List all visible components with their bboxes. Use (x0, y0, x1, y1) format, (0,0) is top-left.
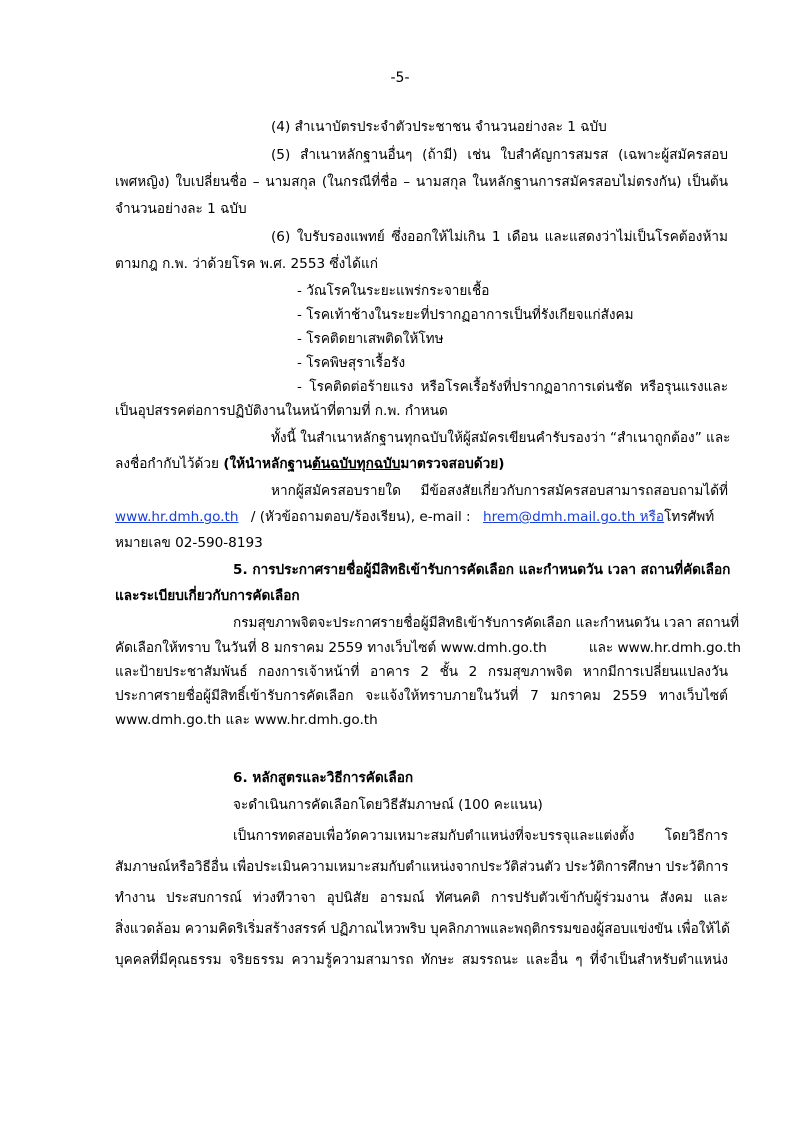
item-4-line: (4) สำเนาบัตรประจำตัวประชาชน จำนวนอย่างละ 1 ฉบับ (271, 119, 607, 135)
section-6-line: สัมภาษณ์หรือวิธีอื่น เพื่อประเมินความเหมาะสมกับตำแหน่งจากประวัติส่วนตัว ประวัติการศึกษา ประวัติการ (115, 859, 729, 875)
disease-continuation: เป็นอุปสรรคต่อการปฏิบัติงานในหน้าที่ตามที่ ก.พ. กำหนด (115, 403, 448, 419)
contact-line-2 (115, 507, 714, 527)
page-number: -5- (390, 70, 410, 86)
section-5-line-2a: คัดเลือกให้ทราบ ในวันที่ 8 มกราคม 2559 ทางเว็บไซต์ www.dmh.go.th (115, 640, 547, 656)
section-5-heading: 5. การประกาศรายชื่อผู้มีสิทธิเข้ารับการคัดเลือก และกำหนดวัน เวลา สถานที่คัดเลือก (233, 562, 731, 578)
note-line-2 (115, 454, 504, 474)
note-line-1: ทั้งนี้ ในสำเนาหลักฐานทุกฉบับให้ผู้สมัครเขียนคำรับรองว่า “สำเนาถูกต้อง” และ (271, 430, 731, 446)
item-5-line-1: (5) สำเนาหลักฐานอื่นๆ (ถ้ามี) เช่น ใบสำคัญการสมรส (เฉพาะผู้สมัครสอบ (271, 147, 728, 163)
section-6-line: ทำงาน ประสบการณ์ ท่วงทีวาจา อุปนิสัย อารมณ์ ทัศนคติ การปรับตัวเข้ากับผู้ร่วมงาน สังคม และ (115, 890, 728, 906)
disease-item: - วัณโรคในระยะแพร่กระจายเชื้อ (297, 283, 490, 299)
section-5-line-1: กรมสุขภาพจิตจะประกาศรายชื่อผู้มีสิทธิเข้ารับการคัดเลือก และกำหนดวัน เวลา สถานที่ (233, 615, 740, 631)
phone-label: โทรศัพท์ (664, 509, 715, 525)
section-5-line-4: ประกาศรายชื่อผู้มีสิทธิ์เข้ารับการคัดเลือก จะแจ้งให้ทราบภายในวันที่ 7 มกราคม 2559 ทางเว็บไซต์ (115, 688, 728, 704)
disease-item: - โรคพิษสุราเรื้อรัง (297, 355, 406, 371)
section-6-line: เป็นการทดสอบเพื่อวัดความเหมาะสมกับตำแหน่งที่จะบรรจุและแต่งตั้ง โดยวิธีการ (233, 828, 728, 844)
email-link[interactable]: hrem@dmh.mail.go.th หรือ (482, 509, 665, 525)
section-6-line: บุคคลที่มีคุณธรรม จริยธรรม ความรู้ความสามารถ ทักษะ สมรรถนะ และอื่น ๆ ที่จำเป็นสำหรับตำแหน่ง (115, 952, 728, 968)
item-5-line-2: เพศหญิง) ใบเปลี่ยนชื่อ – นามสกุล (ในกรณีที่ชื่อ – นามสกุล ในหลักฐานการสมัครสอบไม่ตรงกัน) เป็นต้น (115, 174, 728, 190)
contact-line-3: หมายเลข 02-590-8193 (115, 535, 263, 551)
contact-line-1: หากผู้สมัครสอบรายใด มีข้อสงสัยเกี่ยวกับการสมัครสอบสามารถสอบถามได้ที่ (271, 483, 728, 499)
hr-website-link[interactable]: www.hr.dmh.go.th (115, 509, 239, 525)
disease-item: - โรคติดยาเสพติดให้โทษ (297, 331, 444, 347)
section-6-intro: จะดำเนินการคัดเลือกโดยวิธีสัมภาษณ์ (100 คะแนน) (233, 797, 543, 813)
item-6-line-1: (6) ใบรับรองแพทย์ ซึ่งออกให้ไม่เกิน 1 เดือน และแสดงว่าไม่เป็นโรคต้องห้าม (271, 229, 728, 245)
item-5-line-3: จำนวนอย่างละ 1 ฉบับ (115, 201, 247, 217)
section-5-heading-cont: และระเบียบเกี่ยวกับการคัดเลือก (115, 588, 300, 604)
note-bold-end: มาตรวจสอบด้วย) (400, 456, 505, 472)
section-6-heading: 6. หลักสูตรและวิธีการคัดเลือก (233, 770, 414, 786)
section-6-line: สิ่งแวดล้อม ความคิดริเริ่มสร้างสรรค์ ปฏิภาณไหวพริบ บุคลิกภาพและพฤติกรรมของผู้สอบแข่งขัน เพื่อให้ได้ (115, 921, 730, 937)
item-6-line-2: ตามกฎ ก.พ. ว่าด้วยโรค พ.ศ. 2553 ซึ่งได้แก่ (115, 256, 378, 272)
disease-item: - โรคติดต่อร้ายแรง หรือโรคเรื้อรังที่ปรากฏอาการเด่นชัด หรือรุนแรงและ (297, 379, 728, 395)
section-5-line-3: และป้ายประชาสัมพันธ์ กองการเจ้าหน้าที่ อาคาร 2 ชั้น 2 กรมสุขภาพจิต หากมีการเปลี่ยนแปลงวัน (115, 664, 728, 680)
contact-mid-text: / (หัวข้อถามตอบ/ร้องเรียน), e-mail : (250, 509, 471, 525)
disease-item: - โรคเท้าช้างในระยะที่ปรากฏอาการเป็นที่รังเกียจแก่สังคม (297, 307, 634, 323)
note-bold-underline: ต้นฉบับทุกฉบับ (312, 456, 401, 472)
section-5-line-2 (115, 638, 741, 658)
note-bold: (ให้นำหลักฐาน (223, 456, 312, 472)
section-5-line-5: www.dmh.go.th และ www.hr.dmh.go.th (115, 712, 378, 728)
section-5-line-2b: และ www.hr.dmh.go.th (588, 640, 742, 656)
note-text: ลงชื่อกำกับไว้ด้วย (115, 456, 224, 472)
